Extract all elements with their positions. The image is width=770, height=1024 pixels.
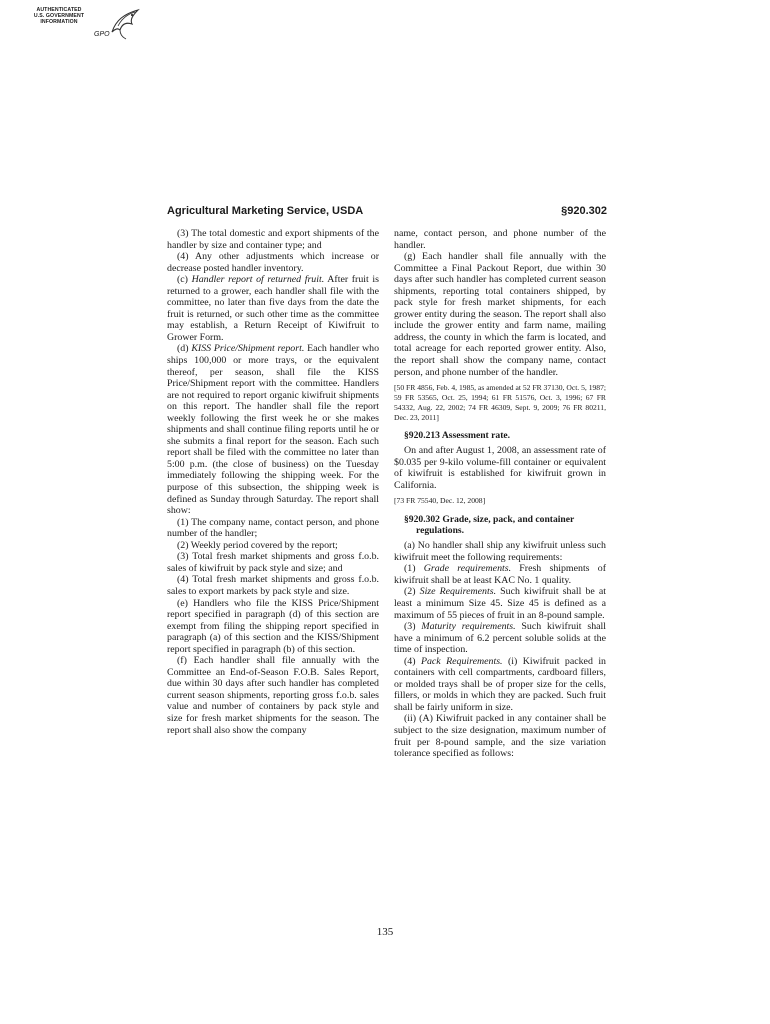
source-note (394, 496, 606, 506)
paragraph-title: Size Requirements. (419, 586, 497, 598)
source-note (394, 383, 606, 422)
paragraph-text: Fresh shipments of kiwifruit shall be at least KAC No. 1 quality. (394, 563, 606, 586)
section-heading-text: §920.213 Assessment rate. (404, 430, 511, 442)
paragraph (167, 540, 379, 552)
paragraph-text: [50 FR 4856, Feb. 4, 1985, as amended at 52 FR 37130, Oct. 5, 1987; 59 FR 53565, Oct. 25, 1994; 61 FR 51576, Oct. 3, 1996; 67 FR 54332, Aug. 22, 2002; 74 FR 46309, Sept. 9, 2009; 76 FR 80211, Dec. 23, 2011] (394, 383, 606, 422)
seal-line: INFORMATION (40, 19, 78, 25)
paragraph-text: Each handler who ships 100,000 or more trays, or the equivalent thereof, per season, shall file the KISS Price/Shipment report with the committee. Handlers are not required to report organic kiwifruit shipments on this report. The handler shall file the report weekly following the first week he or she makes shipments and shall continue filing reports until he or she submits a final report for the season. Each such report shall be filed with the committee no later than 5:00 p.m. (the close of business) on the Tuesday immediately following the shipping week. For the purpose of this subsection, the shipping week is defined as Sunday through Saturday. The report shall show: (167, 343, 380, 517)
paragraph (394, 228, 606, 251)
paragraph-text: (2) Weekly period covered by the report; (177, 539, 338, 551)
paragraph-text: (4) Any other adjustments which increase or decrease posted handler inventory. (167, 251, 379, 274)
paragraph-lead: (c) (177, 274, 192, 286)
paragraph (394, 540, 606, 563)
authentication-seal (24, 4, 144, 50)
paragraph (167, 574, 379, 597)
paragraph-text: (3) The total domestic and export shipments of the handler by size and container type; and (167, 228, 379, 251)
paragraph (167, 655, 379, 736)
paragraph (394, 713, 606, 759)
section-heading (394, 514, 606, 536)
paragraph-title: Pack Requirements. (420, 655, 503, 667)
paragraph-text: (i) Kiwifruit packed in containers with cell compartments, cardboard fillers, or molded trays shall be of proper size for the cells, fillers, or molds in which they are packed. Such fruit shall be fairly uniform in size. (394, 655, 606, 713)
eagle-seal-icon (108, 6, 142, 42)
paragraph-title: Maturity requirements. (421, 621, 516, 633)
paragraph-lead: (4) (404, 655, 421, 667)
seal-line: AUTHENTICATED (36, 7, 82, 13)
paragraph-text: (g) Each handler shall file annually with the Committee a Final Packout Report, due within 30 days after such handler has completed current season shipments, reporting total containers shipped, by pack style for fresh market shipments, for each grower entity during the season. The report shall also include the grower entity and farm name, mailing address, the county in which the farm is located, and total acreage for each reported grower entity. Also, the report shall show the company name, contact person, and phone number of the handler. (394, 251, 606, 378)
section-number: §920.302 (561, 205, 607, 217)
paragraph-lead: (d) (177, 343, 192, 355)
section-heading-text: §920.302 Grade, size, pack, and container regulations. (404, 514, 575, 537)
paragraph (167, 598, 379, 656)
paragraph (394, 656, 606, 714)
paragraph (167, 343, 379, 516)
paragraph-title: Handler report of returned fruit. (191, 274, 325, 286)
paragraph-title: Grade requirements. (423, 563, 512, 575)
left-column (167, 228, 379, 736)
paragraph-text: (3) Total fresh market shipments and gross f.o.b. sales of kiwifruit by pack style and size; and (167, 551, 379, 574)
paragraph-text: (a) No handler shall ship any kiwifruit unless such kiwifruit meet the following requirements: (394, 540, 606, 563)
paragraph-title: KISS Price/Shipment report. (191, 343, 305, 355)
paragraph-text: (f) Each handler shall file annually with the Committee an End-of-Season F.O.B. Sales Report, due within 30 days after such handler has completed current season shipments, reporting gross f.o.b. sales value and number of containers by pack style and size for fresh market shipments for the season. The report shall also show the company (167, 655, 379, 736)
paragraph-text: (ii) (A) Kiwifruit packed in any container shall be subject to the size designation, maximum number of fruit per 8-pound sample, and the size variation tolerance specified as follows: (394, 713, 606, 760)
paragraph (167, 274, 379, 343)
seal-line: U.S. GOVERNMENT (33, 13, 85, 19)
paragraph-lead: (3) (404, 621, 422, 633)
paragraph-text: Such kiwifruit shall be at least a minimum Size 45. Size 45 is defined as a maximum of 55 pieces of fruit in an 8-pound sample. (394, 586, 606, 621)
seal-text (24, 7, 94, 25)
paragraph-text: (4) Total fresh market shipments and gross f.o.b. sales to export markets by pack style and size. (167, 574, 379, 597)
paragraph-text: name, contact person, and phone number of the handler. (394, 228, 606, 251)
paragraph-text: [73 FR 75540, Dec. 12, 2008] (394, 496, 486, 506)
paragraph-text: After fruit is returned to a grower, each handler shall file with the committee, no later than five days from the date the fruit is returned, or such other time as the committee may establish, a Return Receipt of Kiwifruit to Grower Form. (167, 274, 379, 343)
paragraph-lead: (1) (404, 563, 424, 575)
agency-name: Agricultural Marketing Service, USDA (167, 205, 364, 217)
right-column (394, 228, 606, 760)
paragraph-text: (e) Handlers who file the KISS Price/Shipment report specified in paragraph (d) of this section are exempt from filing the shipping report specified in paragraph (a) of this section and the KISS/Shipment report specified in paragraph (b) of this section. (167, 597, 379, 655)
paragraph-text: On and after August 1, 2008, an assessment rate of $0.035 per 9-kilo volume-fill container or equivalent of kiwifruit is established for kiwifruit grown in California. (394, 445, 606, 491)
paragraph (394, 251, 606, 378)
page-number: 135 (376, 926, 394, 938)
seal-gpo: GPO (94, 31, 110, 38)
paragraph (394, 586, 606, 621)
paragraph (167, 551, 379, 574)
running-head (167, 205, 607, 221)
section-heading (394, 430, 606, 441)
paragraph-text: (1) The company name, contact person, and phone number of the handler; (167, 516, 379, 540)
paragraph (394, 445, 606, 491)
paragraph (394, 563, 606, 586)
paragraph (167, 517, 379, 540)
paragraph-text: Such kiwifruit shall have a minimum of 6.2 percent soluble solids at the time of inspection. (394, 621, 607, 656)
paragraph (167, 228, 379, 251)
paragraph-lead: (2) (404, 586, 420, 598)
paragraph (167, 251, 379, 274)
paragraph (394, 621, 606, 656)
